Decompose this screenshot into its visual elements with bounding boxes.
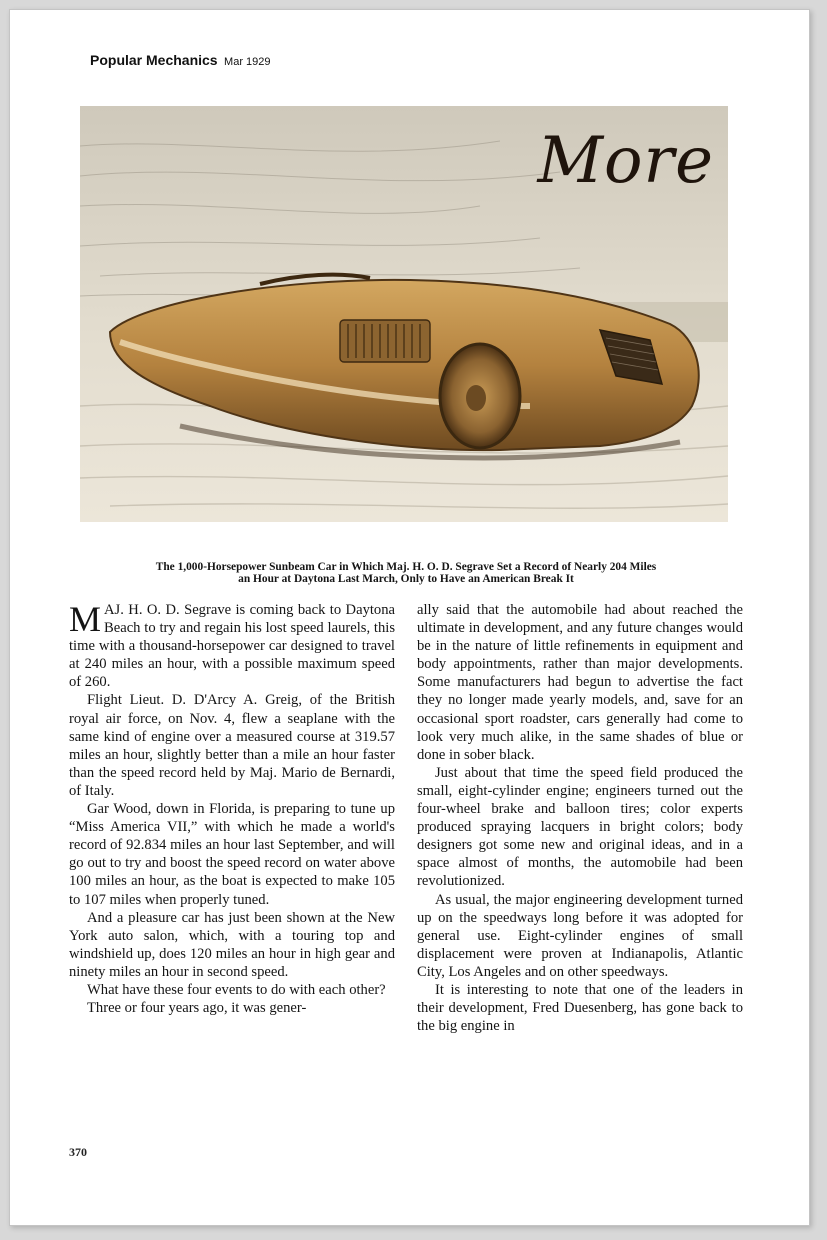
figure-caption (78, 561, 734, 585)
paragraph: Flight Lieut. D. D'Arcy A. Greig, of the British royal air force, on Nov. 4, flew a seaplane with the same kind of engine over a measured course at 319.57 miles an hour, slightly better than a mile an hour faster than the speed record held by Maj. Mario de Bernardi, of Italy. (69, 692, 395, 799)
paragraph (69, 601, 395, 691)
paragraph: Gar Wood, down in Florida, is preparing to tune up “Miss America VII,” with which he made a world's record of 92.834 miles an hour last September, and will go out to try and boost the speed record on water above 100 miles an hour, as the boat is expected to make 105 to 107 miles when properly tuned. (69, 801, 395, 908)
masthead (90, 52, 271, 70)
caption-line-1: The 1,000-Horsepower Sunbeam Car in Which Maj. H. O. D. Segrave Set a Record of Nearly 204 Miles (155, 561, 657, 573)
paragraph: ally said that the automobile had about reached the ultimate in development, and any future changes would be in the nature of little refinements in equipment and body appointments, rather than major developments. Some manufacturers had begun to advertise the fact they no longer made yearly models, and, save for an occasional sport roadster, cars generally had come to look very much alike, in the same shades of blue or done in sober black. (417, 602, 743, 763)
magazine-title: Popular Mechanics (90, 52, 218, 68)
article-column-right (417, 601, 743, 1035)
drop-cap: M (69, 599, 102, 639)
magazine-page (9, 9, 810, 1226)
paragraph-text: AJ. H. O. D. Segrave is coming back to Daytona Beach to try and regain his lost speed laurels, this time with a thousand-horsepower car designed to travel at 240 miles an hour, with a possible maximum speed of 260. (69, 602, 395, 691)
paragraph: Just about that time the speed field produced the small, eight-cylinder engine; engineers turned out the four-wheel brake and balloon tires; color experts produced spraying lacquers in bright colors; body designers got some new and original ideas, and in a space almost of months, the automobile had been revolutionized. (417, 764, 743, 890)
sunbeam-car-illustration (80, 106, 728, 522)
article-column-left (69, 601, 395, 1017)
paragraph: Three or four years ago, it was gener- (87, 1000, 307, 1017)
paragraph: As usual, the major engineering development turned up on the speedways long before it was adopted for general use. Eight-cylinder engines of small displacement were proven at Indianapolis, Atlantic City, Los Angeles and on other speedways. (417, 891, 743, 980)
paragraph: What have these four events to do with each other? (87, 981, 386, 998)
page-number: 370 (69, 1145, 87, 1159)
paragraph: It is interesting to note that one of the leaders in their development, Fred Duesenberg, has gone back to the big engine in (417, 981, 743, 1035)
caption-line-2: an Hour at Daytona Last March, Only to Have an American Break It (238, 573, 574, 585)
illustration-title-word: More (537, 124, 714, 198)
issue-date: Mar 1929 (224, 56, 271, 68)
paragraph: And a pleasure car has just been shown at the New York auto salon, which, with a touring top and windshield up, does 120 miles an hour in high gear and ninety miles an hour in second speed. (69, 909, 395, 980)
